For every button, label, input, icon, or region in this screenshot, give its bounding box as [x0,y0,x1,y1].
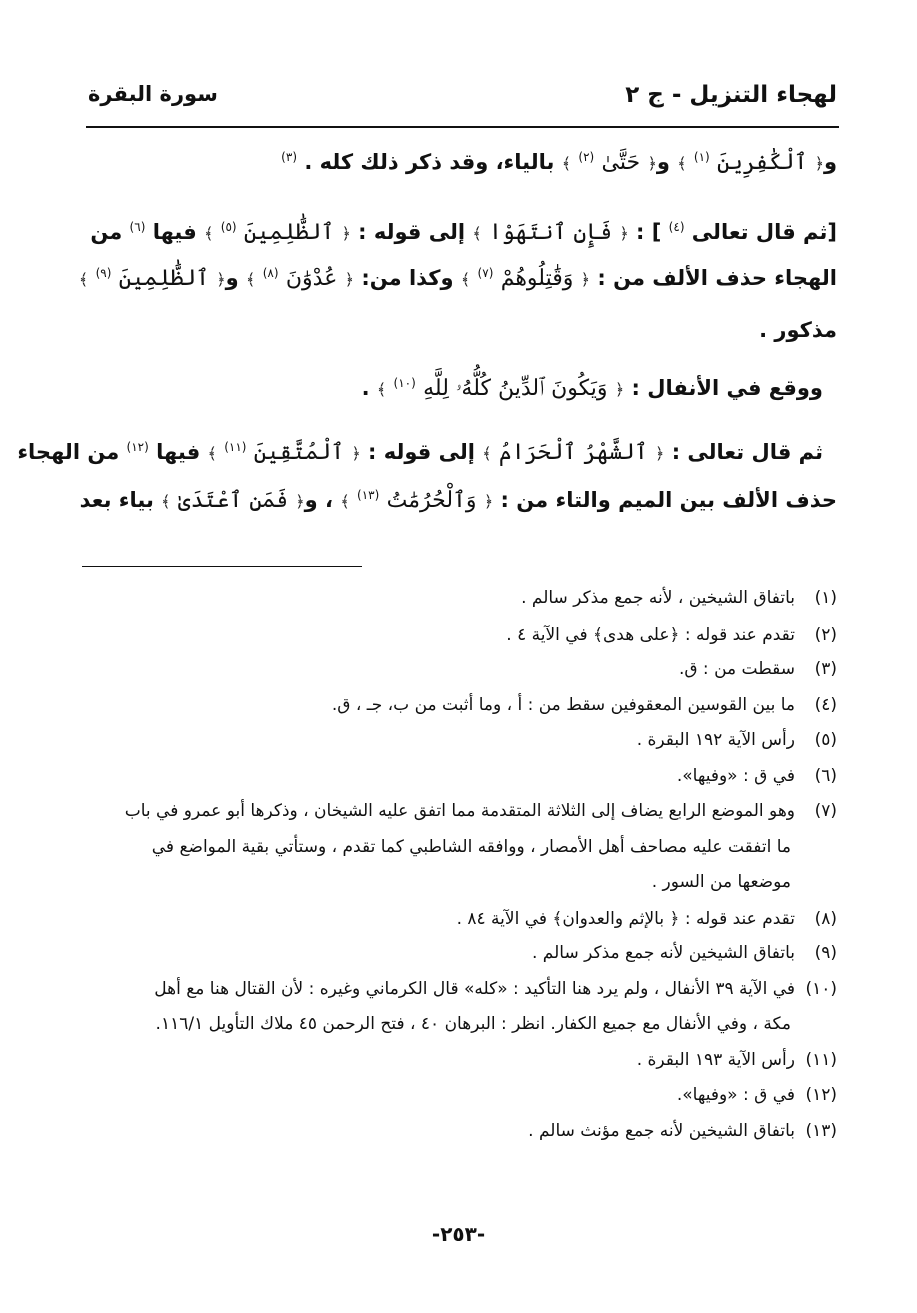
footnote-text: وهو الموضع الرابع يضاف إلى الثلاثة المتقدمة مما اتفق عليه الشيخان ، وذكرها أبو عمرو في باب [124,801,795,821]
text: بياء بعد [79,488,154,512]
ornament-close: ﴾ [161,492,171,511]
footnote-text: باتفاق الشيخين لأنه جمع مؤنث سالم . [528,1120,795,1141]
quran-word: ٱلْكَٰفِرِينَ [717,150,808,175]
footnote-text: رأس الآية ١٩٢ البقرة . [636,730,795,750]
ornament-open: ﴿ [341,224,351,243]
footnote-item [80,766,837,786]
text: و [823,150,837,174]
footnote-text: تقدم عند قوله : ﴿على هدى﴾ في الآية ٤ . [506,624,795,645]
ornament-close: ﴾ [677,154,687,173]
footnote-item [80,801,837,821]
ornament-close: ﴾ [78,270,89,289]
quran-word: ٱلظَّٰلِمِينَ [243,220,335,245]
footnote-item [80,943,837,963]
footnote-item [80,908,837,929]
footnote-ref: (٦) [129,220,146,234]
body-line-1 [82,150,837,175]
book-title: لهجاء التنزيل - ج ٢ [625,82,837,108]
footnote-text: باتفاق الشيخين لأنه جمع مذكر سالم . [531,943,795,963]
text: حذف الألف بين الميم والتاء من : [493,488,837,512]
running-header [88,82,837,118]
footnote-ref: (١٢) [126,440,149,454]
footnote-text: في الآية ٣٩ الأنفال ، ولم يرد هنا التأكيد : «كله» قال الكرماني وغيره : لأن القتال هنا مع أهل [154,978,795,999]
footnote-number: (١٢) [805,1085,837,1105]
ornament-open: ﴿ [351,444,361,463]
text: الهجاء حذف الألف من : [590,266,837,290]
footnote-ref: (٨) [262,266,279,280]
text: و [225,266,239,290]
ornament-close: ﴾ [204,224,214,243]
footnote-number: (٣) [814,659,837,679]
quran-verse: وَيَكُونَ ٱلدِّينُ كُلُّهُۥ لِلَّهِ [423,376,608,401]
ornament-open: ﴿ [580,270,591,289]
body-line-2 [82,220,837,245]
body-line-5 [82,376,837,401]
text: من الهجاء [17,440,120,464]
ornament-close: ﴾ [207,444,217,463]
footnote-text: تقدم عند قوله : ﴿ بالإثم والعدوان﴾ في الآية ٨٤ . [456,908,795,929]
ornament-close: ﴾ [246,270,256,289]
text: وكذا من: [354,266,454,290]
text: فيها [152,220,197,244]
quran-word: وَٱلْحُرُمَٰتُ [386,488,477,513]
footnote-item [80,979,837,999]
footnote-number: (٧) [814,801,837,821]
quran-word: عُدْوَٰنَ [285,266,338,291]
body-line-6 [17,440,837,465]
footnote-text: سقطت من : ق. [678,659,795,679]
footnote-number: (٩) [814,943,837,963]
footnote-number: (٥) [814,730,837,750]
text: ووقع في الأنفال : [624,376,823,400]
quran-word: ٱلظَّٰلِمِينَ [118,266,209,291]
footnote-ref: (١) [693,150,710,164]
text: فيها [156,440,201,464]
footnote-number: (١٠) [805,978,837,999]
footnote-ref: (٣) [281,150,297,164]
footnote-item [80,695,837,715]
text: [ثم قال تعالى [684,220,837,244]
text: إلى قوله : [360,440,475,464]
text: و [656,150,670,174]
ornament-close: ﴾ [561,154,572,173]
header-rule [86,126,839,128]
footnote-number: (١٣) [805,1120,837,1141]
footnote-ref: (٢) [578,150,595,164]
footnote-continuation: مكة ، وفي الأنفال مع جميع الكفار. انظر : البرهان ٤٠ ، فتح الرحمن ٤٥ ملاك التأويل ١١٦/١. [155,1014,791,1034]
text: ثم قال تعالى : [664,440,823,464]
footnote-item [80,588,837,608]
text: ، و [304,488,334,512]
footnote-item [80,624,837,645]
footnote-item [80,1050,837,1070]
ornament-close: ﴾ [482,444,492,463]
page-number: -٢٥٣- [431,1222,486,1246]
ornament-open: ﴿ [814,154,824,173]
ornament-open: ﴿ [344,270,355,289]
footnote-ref: (٩) [95,266,112,280]
footnote-item [80,730,837,750]
text: إلى قوله : [350,220,466,244]
text: بالياء، وقد ذكر ذلك كله . [304,150,555,174]
footnote-ref: (٧) [477,266,494,280]
footnote-ref: (٥) [220,220,237,234]
footnote-number: (٢) [814,624,837,645]
footnote-number: (٦) [814,765,837,786]
footnote-ref: (١١) [224,440,247,454]
quran-word: فَمَنِ ٱعْتَدَىٰ [177,488,288,513]
quran-word: فَإِنِ ٱنتَهَوْا [489,220,613,245]
ornament-open: ﴿ [216,270,226,289]
body-line-4 [82,318,837,342]
footnote-number: (١) [814,588,837,608]
quran-word: وَقَٰتِلُوهُمْ [500,266,574,291]
footnote-number: (١١) [805,1049,837,1070]
footnote-item [80,1121,837,1141]
footnote-number: (٤) [814,694,837,715]
footnote-item [80,659,837,679]
text: . [361,376,370,400]
ornament-open: ﴿ [295,492,305,511]
quran-word: ٱلْمُتَّقِينَ [253,440,345,465]
quran-word: ٱلشَّهْرُ ٱلْحَرَامُ [498,440,648,465]
footnote-ref: (١٣) [357,488,380,502]
footnote-continuation: ما اتفقت عليه مصاحف أهل الأمصار ، ووافقه الشاطبي كما تقدم ، وستأتي بقية المواضع في [151,836,791,857]
footnote-ref: (٤) [668,220,685,234]
text: من [90,220,123,244]
text: ] : [628,220,662,244]
body-line-3 [78,266,837,291]
footnote-text: في ق : «وفيها». [676,765,795,786]
footnote-number: (٨) [814,908,837,929]
quran-word: حَتَّىٰ [601,150,641,175]
footnote-text: باتفاق الشيخين ، لأنه جمع مذكر سالم . [521,588,795,608]
footnote-continuation: موضعها من السور . [651,872,791,892]
body-line-7 [79,488,837,513]
footnote-item [80,1085,837,1105]
text: مذكور . [759,318,837,342]
ornament-open: ﴿ [614,380,625,399]
footnote-text: في ق : «وفيها». [676,1085,795,1105]
ornament-open: ﴿ [483,492,494,511]
ornament-open: ﴿ [655,444,665,463]
footnote-text: رأس الآية ١٩٣ البقرة . [636,1049,795,1070]
ornament-close: ﴾ [472,224,482,243]
footnote-text: ما بين القوسين المعقوفين سقط من : أ ، وما أثبت من ب، جـ ، ق. [331,694,795,715]
footnote-ref: (١٠) [393,376,416,390]
ornament-open: ﴿ [619,224,629,243]
ornament-close: ﴾ [376,380,387,399]
ornament-close: ﴾ [460,270,471,289]
footnote-separator [82,566,362,567]
ornament-close: ﴾ [340,492,350,511]
ornament-open: ﴿ [647,154,657,173]
surah-title: سورة البقرة [88,82,218,106]
